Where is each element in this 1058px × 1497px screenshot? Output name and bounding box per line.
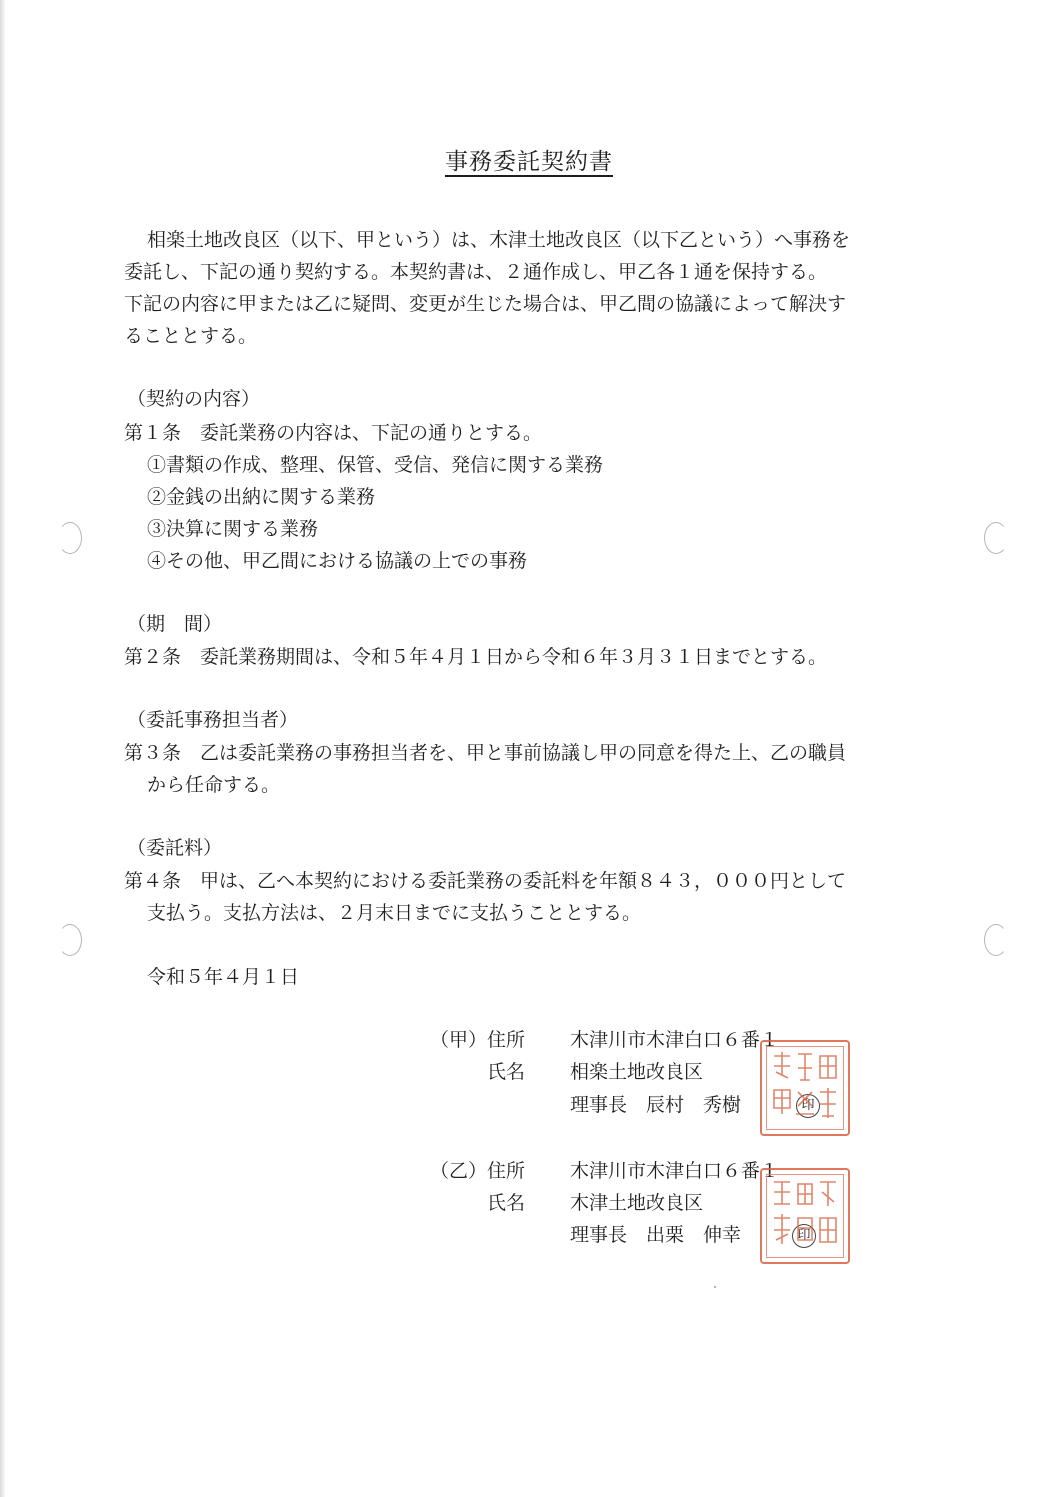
article1-item-4: ④その他、甲乙間における協議の上での事務: [147, 550, 528, 572]
article2-text: 第２条 委託業務期間は、令和５年４月１日から令和６年３月３１日までとする。: [124, 646, 828, 668]
party-a-label: （甲）: [430, 1029, 488, 1051]
article3-line-1: 第３条 乙は委託業務の事務担当者を、甲と事前協議し甲の同意を得た上、乙の職員: [124, 742, 847, 764]
party-a-seal-mark: 印: [796, 1094, 820, 1118]
preamble-line-1: 相楽土地改良区（以下、甲という）は、木津土地改良区（以下乙という）へ事務を: [147, 229, 851, 251]
party-b-representative: 理事長 出栗 伸幸: [570, 1224, 742, 1246]
party-b-name-label: 氏名: [487, 1192, 526, 1214]
article1-heading: （契約の内容）: [127, 388, 261, 410]
article1-item-2: ②金銭の出納に関する業務: [147, 486, 376, 508]
party-b-name: 木津土地改良区: [570, 1192, 704, 1214]
party-b-address-label: 住所: [487, 1160, 526, 1182]
article1-item-1: ①書類の作成、整理、保管、受信、発信に関する業務: [147, 454, 604, 476]
article1-text: 第１条 委託業務の内容は、下記の通りとする。: [124, 422, 543, 444]
preamble-line-2: 委託し、下記の通り契約する。本契約書は、２通作成し、甲乙各１通を保持する。: [124, 261, 828, 283]
punch-hole-left-top: [58, 522, 82, 554]
article3-heading: （委託事務担当者）: [127, 709, 299, 731]
party-b-seal-mark: 印: [792, 1224, 816, 1248]
party-b-label: （乙）: [430, 1160, 488, 1182]
punch-hole-right-bottom: [984, 924, 1008, 956]
party-a-name-label: 氏名: [487, 1061, 526, 1083]
party-a-representative: 理事長 辰村 秀樹: [570, 1094, 742, 1116]
party-b-address: 木津川市木津白口６番１: [570, 1160, 780, 1182]
article4-line-1: 第４条 甲は、乙へ本契約における委託業務の委託料を年額８４３，０００円として: [124, 870, 847, 892]
preamble-line-3: 下記の内容に甲または乙に疑問、変更が生じた場合は、甲乙間の協議によって解決す: [124, 293, 847, 315]
party-a-address-label: 住所: [487, 1029, 526, 1051]
article2-heading: （期 間）: [127, 613, 223, 635]
party-a-address: 木津川市木津白口６番１: [570, 1029, 780, 1051]
scan-edge: [0, 0, 6, 1497]
party-a-name: 相楽土地改良区: [570, 1061, 704, 1083]
punch-hole-right-top: [984, 522, 1008, 554]
party-b-red-seal-stamp: [760, 1168, 850, 1264]
contract-date: 令和５年４月１日: [147, 966, 300, 988]
party-a-red-seal-stamp: [760, 1040, 850, 1136]
document-title: 事務委託契約書: [445, 149, 613, 175]
article4-line-2: 支払う。支払方法は、２月末日までに支払うこととする。: [147, 902, 642, 924]
scan-speck: [714, 1286, 716, 1288]
preamble-line-4: ることとする。: [124, 325, 258, 347]
punch-hole-left-bottom: [58, 924, 82, 956]
article1-item-3: ③決算に関する業務: [147, 518, 319, 540]
article4-heading: （委託料）: [127, 837, 223, 859]
article3-line-2: から任命する。: [147, 774, 281, 796]
